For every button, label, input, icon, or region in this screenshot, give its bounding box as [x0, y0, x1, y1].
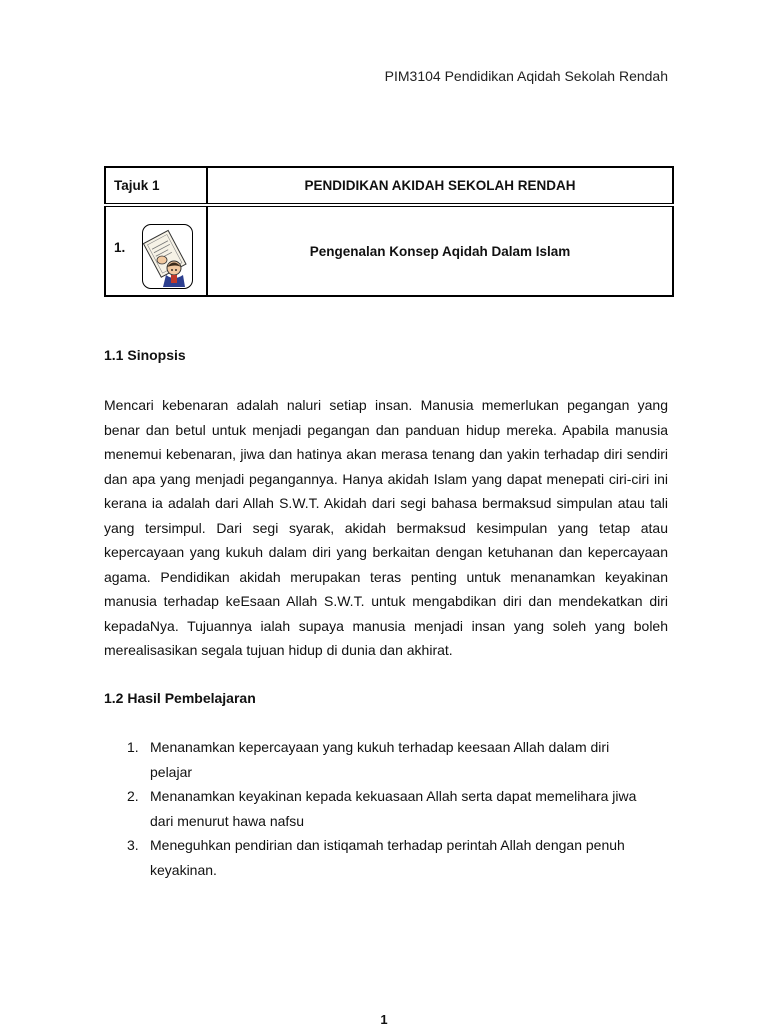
section-number: 1. [114, 240, 126, 255]
synopsis-body: Mencari kebenaran adalah naluri setiap insan. Manusia memerlukan pegangan yang benar dan betul untuk menjadi pegangan dan panduan hidup mereka. Apabila manusia menemui kebenaran, jiwa dan hatinya akan merasa tenang dan yakin terhadap diri sendiri dan apa yang menjadi pegangannya. Hanya akidah Islam yang dapat menepati ciri-ciri ini kerana ia adalah dari Allah S.W.T. Akidah dari segi bahasa bermaksud simpulan atau tali yang tersimpul. Dari segi syarak, akidah bermaksud kesimpulan yang tetap atau kepercayaan yang kukuh dalam diri yang berkaitan dengan ketuhanan dan kepercayaan agama. Pendidikan akidah merupakan teras penting untuk menanamkan keyakinan manusia terhadap keEsaan Allah S.W.T. untuk mengabdikan diri dan mendekatkan diri kepadaNya. Tujuannya ialah supaya manusia menjadi insan yang soleh yang boleh merealisasikan segala tujuan hidup di dunia dan akhirat. [104, 397, 668, 658]
list-item [104, 735, 644, 784]
synopsis-heading: 1.1 Sinopsis [104, 347, 186, 363]
page-number: 1 [380, 1012, 388, 1027]
list-item-text: Menanamkan keyakinan kepada kekuasaan Allah serta dapat memelihara jiwa dari menurut hawa nafsu [150, 788, 637, 829]
list-item-number: 1. [127, 739, 139, 755]
topic-label: Tajuk 1 [105, 167, 207, 205]
section-title: Pengenalan Konsep Aqidah Dalam Islam [207, 205, 673, 296]
outcomes-heading: 1.2 Hasil Pembelajaran [104, 690, 256, 706]
outcomes-list [104, 735, 644, 882]
list-item [104, 784, 644, 833]
list-item-text: Meneguhkan pendirian dan istiqamah terhadap perintah Allah dengan penuh keyakinan. [150, 837, 625, 878]
page-header: PIM3104 Pendidikan Aqidah Sekolah Rendah [384, 68, 668, 84]
title-table-row-topic [105, 167, 673, 205]
topic-title: PENDIDIKAN AKIDAH SEKOLAH RENDAH [207, 167, 673, 205]
section-number-cell [105, 205, 207, 296]
reading-person-icon [142, 224, 193, 289]
title-table [104, 166, 674, 297]
list-item-number: 3. [127, 837, 139, 853]
list-item-number: 2. [127, 788, 139, 804]
list-item-text: Menanamkan kepercayaan yang kukuh terhadap keesaan Allah dalam diri pelajar [150, 739, 610, 780]
title-table-row-section [105, 205, 673, 296]
list-item [104, 833, 644, 882]
